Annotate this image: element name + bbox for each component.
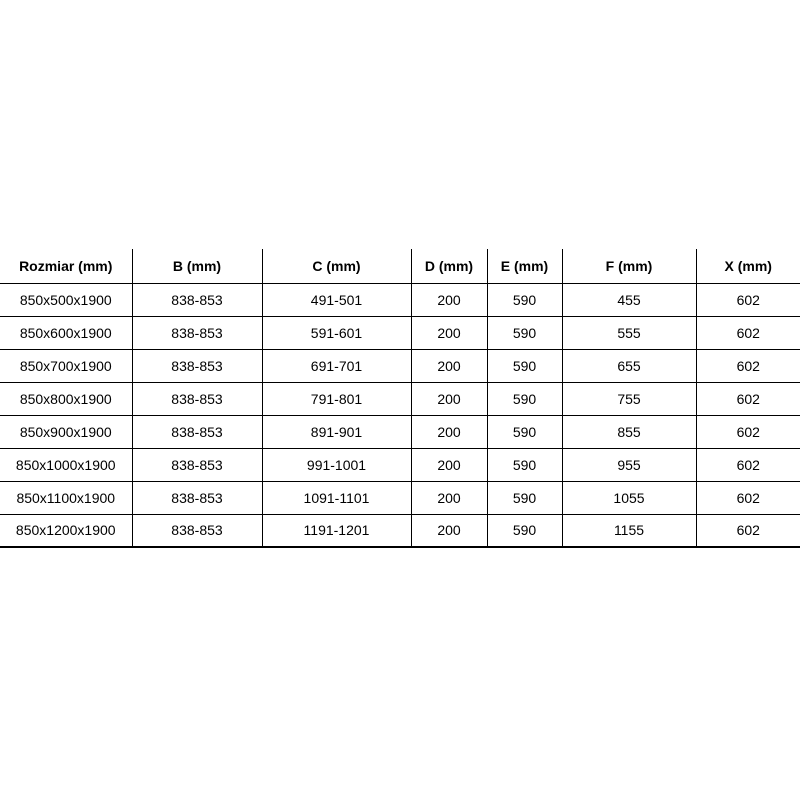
table-cell: 1191-1201 xyxy=(262,514,411,547)
table-cell: 855 xyxy=(562,415,696,448)
header-cell-f: F (mm) xyxy=(562,249,696,283)
table-row xyxy=(0,481,800,514)
table-cell: 850x1000x1900 xyxy=(0,448,132,481)
table-cell: 755 xyxy=(562,382,696,415)
table-cell: 602 xyxy=(736,522,760,539)
table-cell: 602 xyxy=(736,456,760,473)
table-cell: 602 xyxy=(736,357,760,374)
table-cell: 200 xyxy=(411,481,487,514)
table-header xyxy=(0,249,800,283)
table-cell: 455 xyxy=(562,283,696,316)
table-cell: 838-853 xyxy=(132,481,262,514)
table-cell: 1091-1101 xyxy=(262,481,411,514)
table-cell: 850x700x1900 xyxy=(0,349,132,382)
table-cell: 955 xyxy=(562,448,696,481)
table-row xyxy=(0,283,800,316)
table-cell: 838-853 xyxy=(132,514,262,547)
table-cell: 791-801 xyxy=(262,382,411,415)
table-cell: 691-701 xyxy=(262,349,411,382)
table-cell: 590 xyxy=(487,349,562,382)
table-cell: 602 xyxy=(736,423,760,440)
dimensions-table-container xyxy=(0,249,800,548)
table-cell: 891-901 xyxy=(262,415,411,448)
header-cell-b: B (mm) xyxy=(132,249,262,283)
table-row xyxy=(0,514,800,547)
table-cell: 850x1200x1900 xyxy=(0,514,132,547)
table-cell: 850x500x1900 xyxy=(0,283,132,316)
table-cell: 590 xyxy=(487,415,562,448)
table-cell: 602 xyxy=(736,324,760,341)
table-cell: 590 xyxy=(487,448,562,481)
table-cell: 838-853 xyxy=(132,349,262,382)
header-cell-x: X (mm) xyxy=(724,257,772,274)
table-row xyxy=(0,448,800,481)
table-cell: 1155 xyxy=(562,514,696,547)
table-row xyxy=(0,349,800,382)
table-cell: 850x600x1900 xyxy=(0,316,132,349)
table-cell: 838-853 xyxy=(132,382,262,415)
table-cell: 602 xyxy=(736,489,760,506)
table-cell: 850x800x1900 xyxy=(0,382,132,415)
table-cell: 655 xyxy=(562,349,696,382)
table-cell: 555 xyxy=(562,316,696,349)
header-cell-c: C (mm) xyxy=(262,249,411,283)
table-cell: 200 xyxy=(411,448,487,481)
table-cell: 491-501 xyxy=(262,283,411,316)
table-row xyxy=(0,382,800,415)
table-cell: 200 xyxy=(411,382,487,415)
table-cell: 200 xyxy=(411,415,487,448)
header-cell-d: D (mm) xyxy=(411,249,487,283)
table-cell: 200 xyxy=(411,514,487,547)
table-cell: 602 xyxy=(736,291,760,308)
table-cell: 602 xyxy=(736,390,760,407)
table-cell: 1055 xyxy=(562,481,696,514)
table-cell: 850x1100x1900 xyxy=(0,481,132,514)
table-cell: 200 xyxy=(411,349,487,382)
header-row xyxy=(0,249,800,283)
table-cell: 200 xyxy=(411,316,487,349)
header-cell-e: E (mm) xyxy=(487,249,562,283)
table-cell: 590 xyxy=(487,283,562,316)
table-cell: 590 xyxy=(487,382,562,415)
table-cell: 838-853 xyxy=(132,415,262,448)
table-cell: 838-853 xyxy=(132,448,262,481)
dimensions-table xyxy=(0,249,800,548)
table-cell: 850x900x1900 xyxy=(0,415,132,448)
table-cell: 838-853 xyxy=(132,316,262,349)
table-body xyxy=(0,283,800,547)
table-row xyxy=(0,415,800,448)
table-cell: 590 xyxy=(487,514,562,547)
table-cell: 590 xyxy=(487,316,562,349)
table-row xyxy=(0,316,800,349)
table-cell: 838-853 xyxy=(132,283,262,316)
header-cell-rozmiar: Rozmiar (mm) xyxy=(0,249,132,283)
table-cell: 991-1001 xyxy=(262,448,411,481)
table-cell: 200 xyxy=(411,283,487,316)
table-cell: 590 xyxy=(487,481,562,514)
table-cell: 591-601 xyxy=(262,316,411,349)
